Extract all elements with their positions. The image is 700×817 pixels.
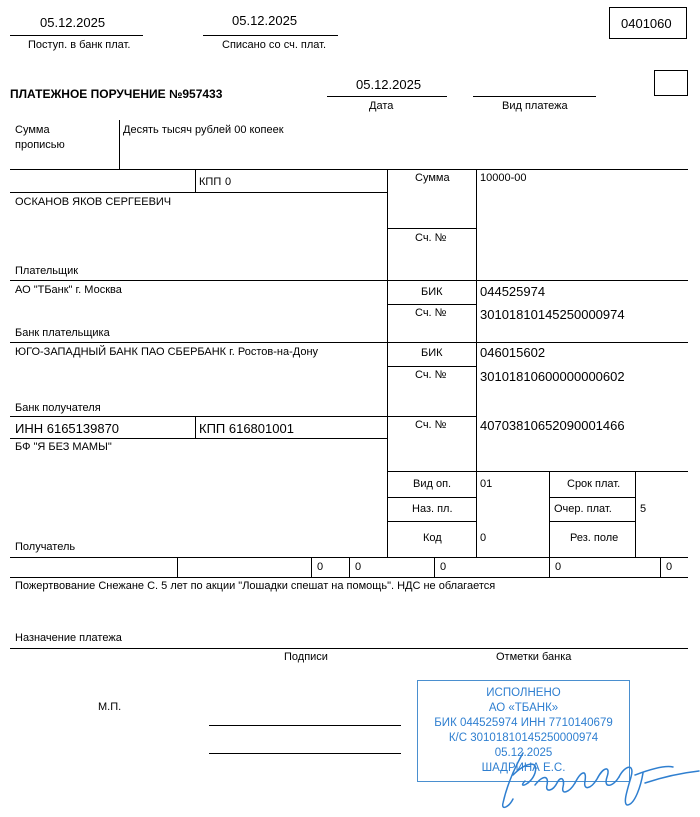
- form-code-box: [609, 7, 687, 39]
- payer-bank-label: Банк плательщика: [15, 327, 110, 339]
- naz-pl-label: Наз. пл.: [412, 503, 453, 515]
- payer-bank-account-label: Сч. №: [415, 307, 447, 319]
- tax-field-5: 0: [666, 561, 673, 573]
- payer-kpp-label: КПП: [199, 176, 222, 188]
- payee-bank-bik-label: БИК: [421, 347, 443, 359]
- payer-label: Плательщик: [15, 265, 79, 277]
- signature-icon: [495, 745, 700, 815]
- vid-op-label: Вид оп.: [413, 478, 452, 490]
- stamp-line-6: ШАДРИНА Е.С.: [481, 762, 566, 774]
- tax-field-3: 0: [440, 561, 447, 573]
- signature-line-2: [209, 753, 401, 754]
- ocher-label: Очер. плат.: [554, 503, 612, 515]
- purpose-label: Назначение платежа: [15, 632, 122, 644]
- kod-label: Код: [423, 532, 442, 544]
- order-date-value: 05.12.2025: [356, 77, 422, 92]
- payee-account-label: Сч. №: [415, 419, 447, 431]
- order-date-label: Дата: [369, 100, 394, 112]
- rez-label: Рез. поле: [570, 532, 619, 544]
- signature-line-1: [209, 725, 401, 726]
- amount-words-label-2: прописью: [15, 139, 65, 151]
- bank-marks-label: Отметки банка: [496, 651, 572, 663]
- payee-bank-account-label: Сч. №: [415, 369, 447, 381]
- stamp-line-4: К/С 30101810145250000974: [448, 732, 599, 744]
- amount-words-label-1: Сумма: [15, 124, 50, 136]
- payment-type-box: [654, 70, 688, 96]
- payee-account-value: 40703810652090001466: [480, 418, 625, 433]
- amount-words-value: Десять тысяч рублей 00 копеек: [123, 124, 284, 136]
- payee-bank-bik-value: 046015602: [480, 345, 546, 360]
- date-received-label: Поступ. в банк плат.: [28, 39, 131, 51]
- form-code: 0401060: [621, 16, 672, 31]
- payer-bank-bik-label: БИК: [421, 286, 443, 298]
- payee-inn: ИНН 6165139870: [15, 421, 120, 436]
- payee-bank-account-value: 30101810600000000602: [480, 369, 625, 384]
- payer-bank-name: АО "ТБанк" г. Москва: [15, 284, 122, 296]
- srok-label: Срок плат.: [567, 478, 621, 490]
- tax-field-2: 0: [355, 561, 362, 573]
- date-debited-label: Списано со сч. плат.: [222, 39, 327, 51]
- purpose-text: Пожертвование Снежане С. 5 лет по акции "Лошадки спешат на помощь". НДС не облагается: [15, 580, 496, 592]
- tax-field-4: 0: [555, 561, 562, 573]
- payer-name: ОСКАНОВ ЯКОВ СЕРГЕЕВИЧ: [15, 196, 172, 208]
- stamp-line-3: БИК 044525974 ИНН 7710140679: [434, 717, 613, 729]
- payment-type-label: Вид платежа: [502, 100, 568, 112]
- tax-field-1: 0: [317, 561, 324, 573]
- payer-bank-account-value: 30101810145250000974: [480, 307, 625, 322]
- mp-label: М.П.: [98, 701, 122, 713]
- date-debited-value: 05.12.2025: [232, 13, 298, 28]
- payee-kpp: КПП 616801001: [199, 421, 294, 436]
- payee-bank-label: Банк получателя: [15, 402, 101, 414]
- signatures-label: Подписи: [284, 651, 328, 663]
- order-title: ПЛАТЕЖНОЕ ПОРУЧЕНИЕ №957433: [10, 87, 223, 101]
- vid-op-value: 01: [480, 478, 493, 490]
- payee-bank-name: ЮГО-ЗАПАДНЫЙ БАНК ПАО СБЕРБАНК г. Ростов-на-Дону: [15, 346, 319, 358]
- payer-account-label: Сч. №: [415, 232, 447, 244]
- stamp-line-2: АО «ТБАНК»: [488, 702, 559, 714]
- payee-name: БФ "Я БЕЗ МАМЫ": [15, 441, 112, 453]
- payer-bank-bik-value: 044525974: [480, 284, 546, 299]
- ocher-value: 5: [640, 503, 647, 515]
- kod-value: 0: [480, 532, 487, 544]
- stamp-line-5: 05.12.2025: [494, 747, 553, 759]
- amount-value: 10000-00: [480, 172, 527, 184]
- date-received-value: 05.12.2025: [40, 15, 106, 30]
- amount-label: Сумма: [415, 172, 450, 184]
- stamp-line-1: ИСПОЛНЕНО: [486, 687, 561, 699]
- payee-label: Получатель: [15, 541, 76, 553]
- payer-kpp-value: 0: [225, 176, 232, 188]
